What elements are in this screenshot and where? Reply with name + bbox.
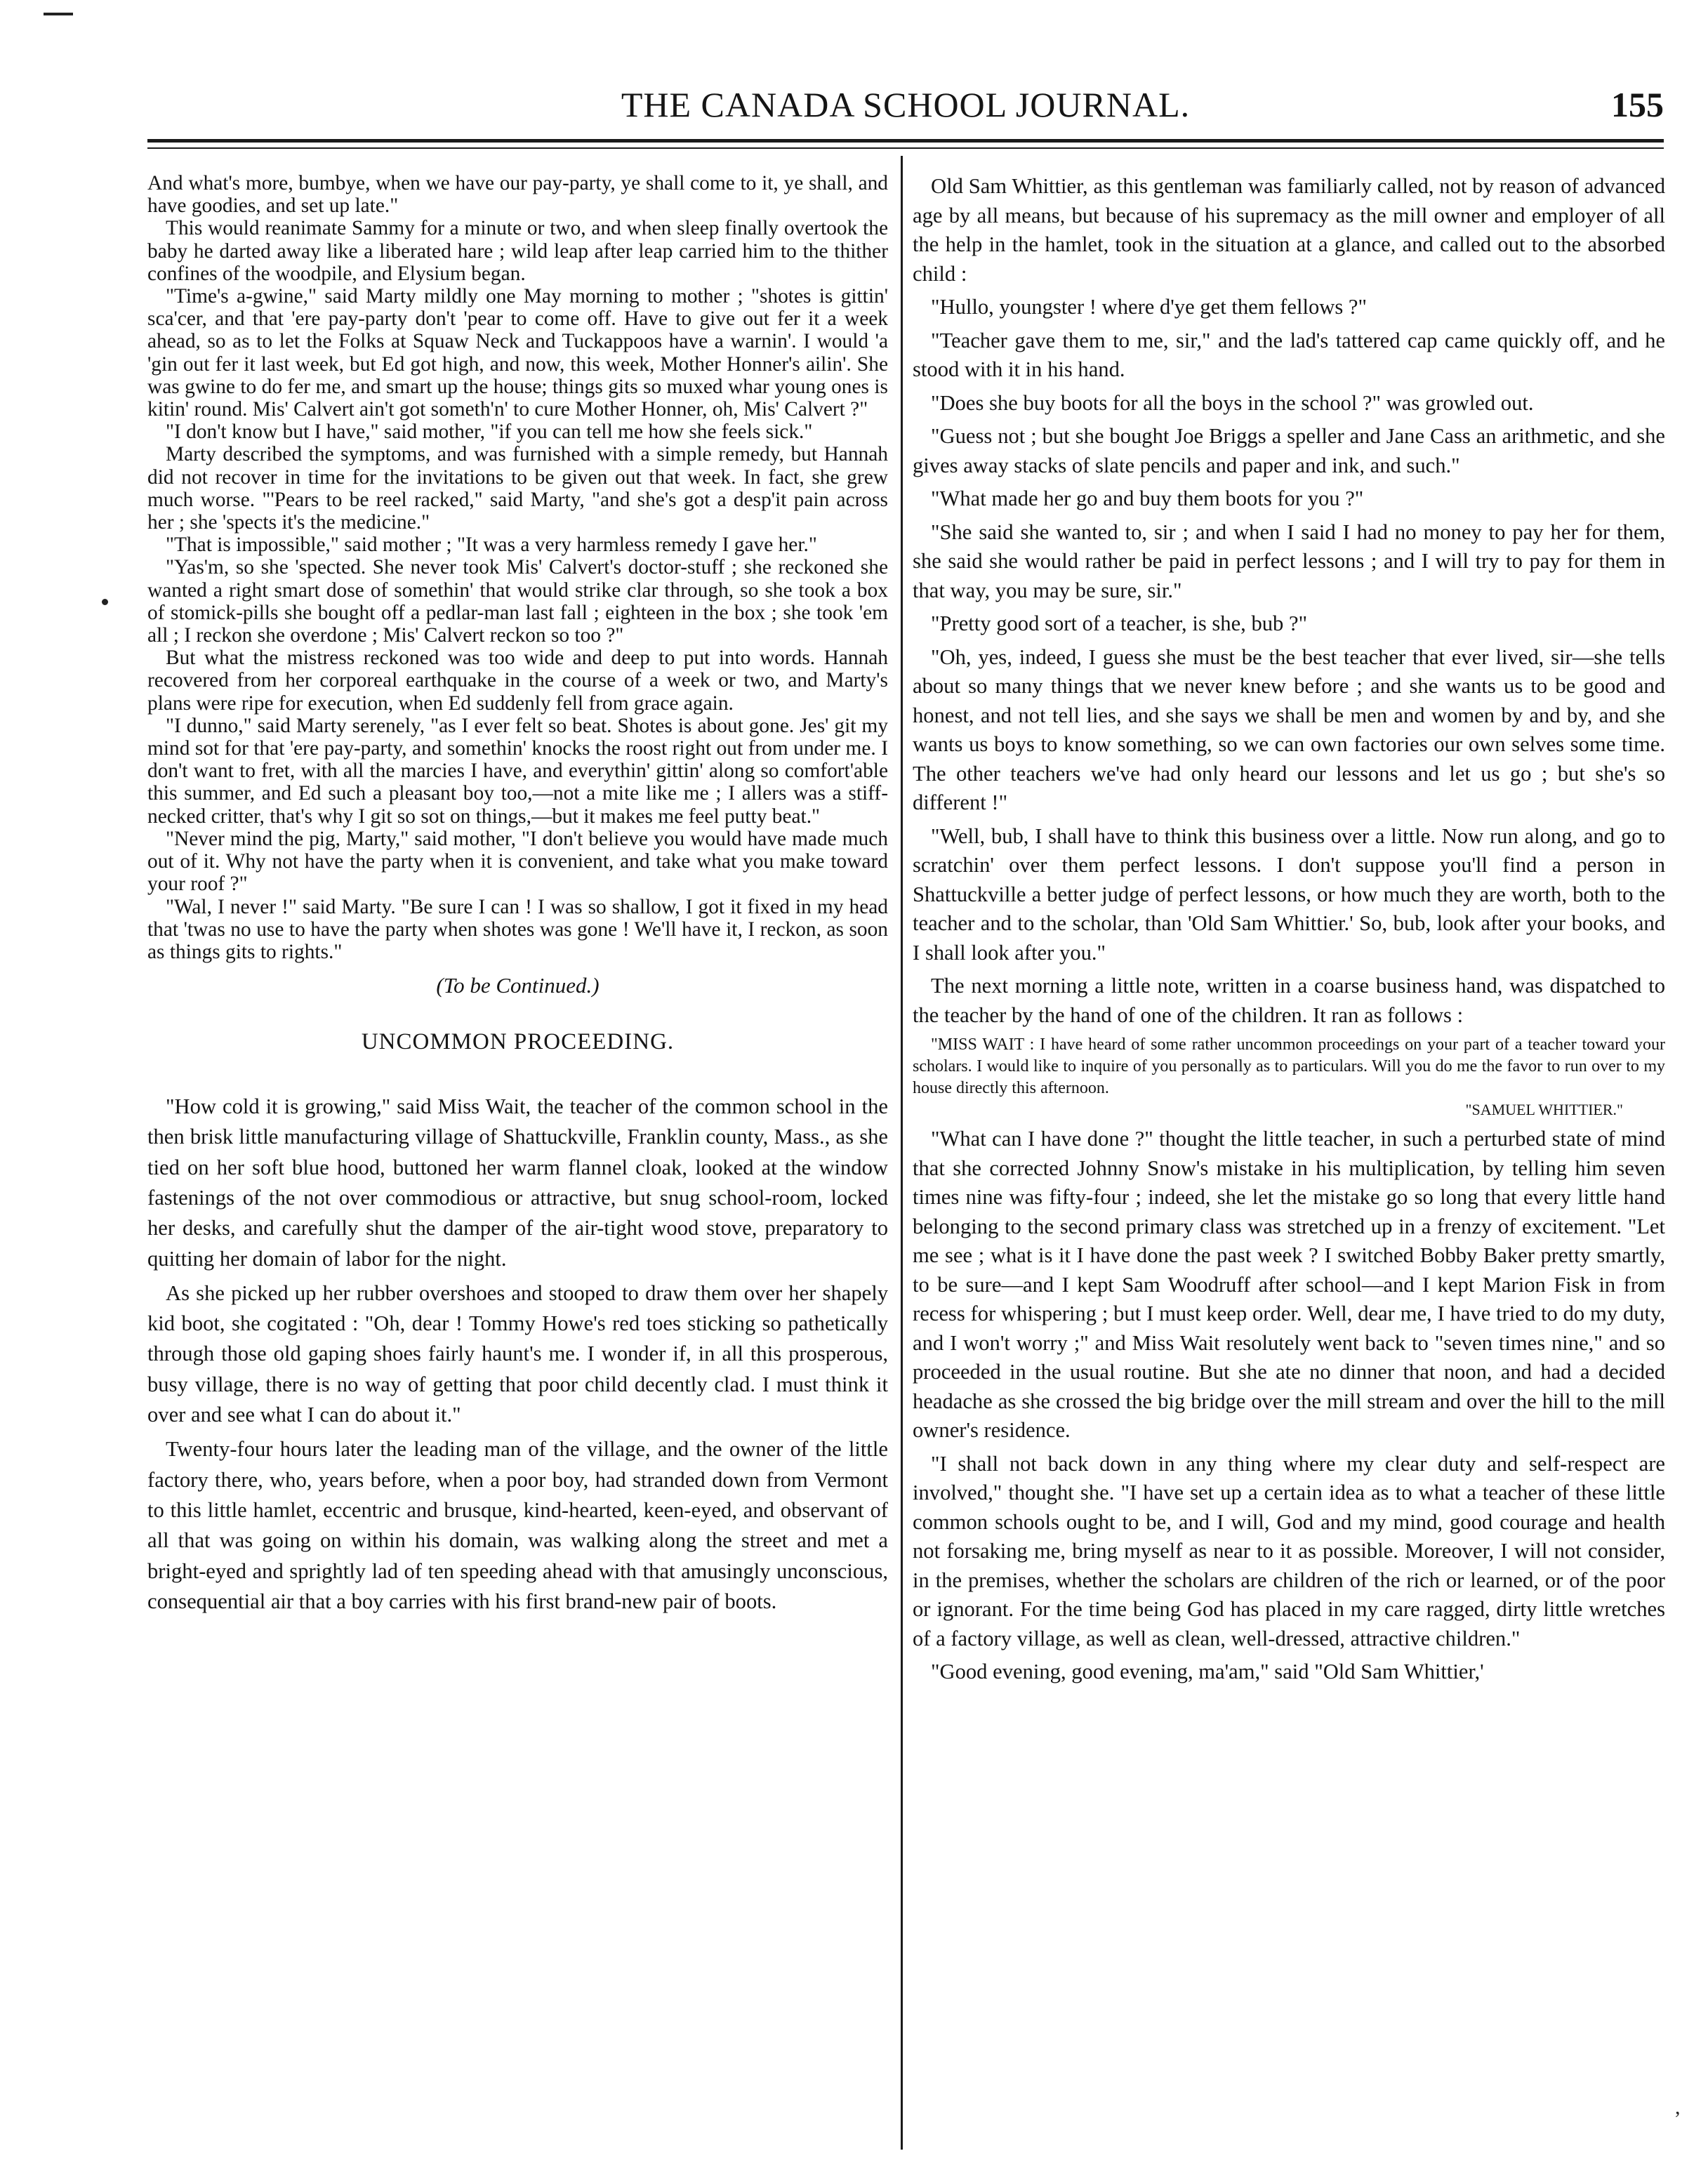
article-paragraph: As she picked up her rubber overshoes and stooped to draw them over her shapely kid boot, she cogitated : "Oh, dear ! Tommy Howe's red toes sticking so pathetically through those old gaping shoes fairly haunt's me. I wonder if, in all this prosperous, busy village, there is no way of getting that poor child decently clad. I must think it over and see what I can do about it." [147, 1280, 888, 1427]
story-paragraph: "Wal, I never !" said Marty. "Be sure I can ! I was so shallow, I got it fixed in my head that 'twas no use to have the party when shotes was gone ! We'll have it, I reckon, as soon as things gits to rights." [147, 895, 888, 963]
story-paragraph: This would reanimate Sammy for a minute or two, and when sleep finally overtook the baby he darted away like a liberated hare ; wild leap after leap carried him to the thither confines of the woodpile, and Elysium began. [147, 217, 888, 285]
to-be-continued-label: (To be Continued.) [436, 973, 600, 998]
article-paragraph: "Pretty good sort of a teacher, is she, bub ?" [931, 611, 1308, 635]
story-paragraph: "That is impossible," said mother ; "It was a very harmless remedy I gave her." [166, 534, 817, 557]
note-signature: "SAMUEL WHITTIER." [1465, 1101, 1623, 1118]
corner-mark [44, 13, 73, 15]
article-paragraph: "Good evening, good evening, ma'am," said "Old Sam Whittier,' [931, 1660, 1484, 1683]
article-paragraph: "Oh, yes, indeed, I guess she must be the best teacher that ever lived, sir—she tells about so many things that we never knew before ; and she wants us to be good and honest, and not tell lies, and she says we shall be men and women by and by, and she wants us boys to know something, so we can own factories our own selves some time. The other teachers we've had only heard our lessons and let us go ; but she's so different !" [913, 644, 1665, 814]
header-rule-thick [147, 139, 1664, 143]
article-paragraph: "Well, bub, I shall have to think this business over a little. Now run along, and go to scratchin' over them perfect lessons. I don't suppose you'll find a person in Shattuckville a better judge of perfect lessons, or how much they are worth, both to the teacher and to the scholar, than 'Old Sam Whittier.' So, bub, look after your books, and I shall look after you." [913, 823, 1665, 965]
article-paragraph: "She said she wanted to, sir ; and when I said I had no money to pay her for them, she said she would rather be paid in perfect lessons ; and I will try to pay for them in that way, you may be sure, sir." [913, 519, 1665, 602]
story-paragraph: "I dunno," said Marty serenely, "as I ever felt so beat. Shotes is about gone. Jes' git my mind sot for that 'ere pay-party, and somethin' knocks the roost right out from under me. I don't want to fret, with all the marcies I have, and everythin' gittin' along so comfort'able this summer, and Ed such a pleasant boy too,—not a mite like me ; I allers was a stiff-necked critter, that's why I git so sot on things,—but it makes me feel putty beat." [147, 714, 888, 828]
story-paragraph: Marty described the symptoms, and was furnished with a simple remedy, but Hannah did not recover in time for the invitations to be given out that week. In fact, she grew much worse. "'Pears to be reel racked," said Marty, "and she's got a desp'it pain across her ; she 'spects it's the medicine." [147, 443, 888, 534]
note-text: "MISS WAIT : I have heard of some rather uncommon proceedings on your part of a teacher toward your scholars. I would like to inquire of you personally as to particulars. Will you do me the favor to run over to my house directly this afternoon. [913, 1035, 1665, 1097]
article-paragraph: "Hullo, youngster ! where d'ye get them fellows ?" [931, 295, 1367, 319]
article-paragraph: "What made her go and buy them boots for you ?" [931, 487, 1364, 510]
article-paragraph: "What can I have done ?" thought the little teacher, in such a perturbed state of mind that she corrected Johnny Snow's mistake in his multiplication, by telling him seven times nine was fifty-four ; indeed, she let the mistake go so long that every little hand belonging to the second primary class was stretched up in a frenzy of excitement. "Let me see ; what is it I have done the past week ? I switched Bobby Baker pretty smartly, to be sure—and I kept Sam Woodruff after school—and I kept Marion Fisk in from recess for whispering ; but I must keep order. Well, dear me, I have tried to do my duty, and I won't worry ;" and Miss Wait resolutely went back to "seven times nine," and so proceeded in the usual routine. But she ate no dinner that noon, and had a decided headache as she crossed the big bridge over the mill stream and over the hill to the mill owner's residence. [913, 1127, 1665, 1442]
page-number: 155 [1611, 85, 1664, 124]
article-paragraph: The next morning a little note, written in a coarse business hand, was dispatched to the teacher by the hand of one of the children. It ran as follows : [913, 974, 1665, 1027]
story-paragraph: "I don't know but I have," said mother, "if you can tell me how she feels sick." [166, 421, 813, 444]
quoted-note [913, 1034, 1665, 1120]
story-paragraph: But what the mistress reckoned was too wide and deep to put into words. Hannah recovered from her corporeal earthquake in the course of a week or two, and Marty's plans were ripe for execution, when Ed suddenly fell from grace again. [147, 647, 888, 715]
article-body [147, 1092, 888, 1617]
header-rule-thin [147, 147, 1664, 149]
column-divider [901, 156, 903, 2150]
article-paragraph: "Guess not ; but she bought Joe Briggs a speller and Jane Cass an arithmetic, and she gives away stacks of slate pencils and paper and ink, and such." [913, 424, 1665, 477]
article-paragraph: "I shall not back down in any thing where my clear duty and self-respect are involved," thought she. "I have set up a certain idea as to what a teacher of these little common schools ought to be, and I will, God and my mind, good courage and health not forsaking me, bring myself as near to it as possible. Moreover, I will not consider, in the premises, whether the scholars are children of the rich or learned, or of the poor or ignorant. For the time being God has placed in my care ragged, dirty little wretches of a factory village, as well as clean, well-dressed, attractive children." [913, 1451, 1665, 1650]
section-title: UNCOMMON PROCEEDING. [361, 1029, 675, 1055]
journal-title: THE CANADA SCHOOL JOURNAL. [621, 85, 1191, 124]
story-paragraph: "Yas'm, so she 'spected. She never took Mis' Calvert's doctor-stuff ; she reckoned she wanted a right smart dose of somethin' that would strike clar through, so she took a box of stomick-pills she bought off a pedlar-man last fall ; eighteen in the box ; she took 'em all ; I reckon she overdone ; Mis' Calvert reckon so too ?" [147, 556, 888, 647]
article-paragraph: "Does she buy boots for all the boys in the school ?" was growled out. [931, 390, 1534, 415]
story-paragraph: "Never mind the pig, Marty," said mother, "I don't believe you would have made much out of it. Why not have the party when it is convenient, and take what you make toward your roof ?" [147, 827, 888, 896]
article-paragraph: Twenty-four hours later the leading man of the village, and the owner of the little factory there, who, years before, when a poor boy, had stranded down from Vermont to this little hamlet, eccentric and brusque, kind-hearted, keen-eyed, and observant of all that was going on within his domain, was walking along the street and met a bright-eyed and sprightly lad of ten speeding ahead with that amusingly unconscious, consequential air that a boy carries with his first brand-new pair of boots. [147, 1437, 888, 1613]
story-paragraph: "Time's a-gwine," said Marty mildly one May morning to mother ; "shotes is gittin' sca'cer, and that 'ere pay-party don't 'pear to come off. Have to give out fer it a week ahead, so as to let the Folks at Squaw Neck and Tuckappoos have a warnin'. I would 'a 'gin out fer it last week, but Ed got high, and now, this week, Mother Honner's ailin'. She was gwine to do fer me, and smart up the house; things gits so muxed whar young ones is kitin' round. Mis' Calvert ain't got someth'n' to cure Mother Honner, oh, Mis' Calvert ?" [147, 285, 888, 421]
margin-bullet-mark [102, 599, 108, 605]
right-column [913, 172, 1665, 1691]
article-paragraph: "Teacher gave them to me, sir," and the lad's tattered cap came quickly off, and he stood with it in his hand. [913, 328, 1665, 381]
story-continuation [147, 172, 888, 963]
story-paragraph: And what's more, bumbye, when we have our pay-party, ye shall come to it, ye shall, and have goodies, and set up late." [147, 172, 888, 218]
margin-comma-mark: , [1675, 2096, 1681, 2119]
running-head [147, 84, 1664, 133]
article-paragraph: Old Sam Whittier, as this gentleman was familiarly called, not by reason of advanced age by all means, but because of his supremacy as the mill owner and employer of all the help in the hamlet, took in the situation at a glance, and called out to the absorbed child : [913, 174, 1665, 286]
left-column [147, 172, 888, 1617]
article-paragraph: "How cold it is growing," said Miss Wait, the teacher of the common school in the then brisk little manufacturing village of Shattuckville, Franklin county, Mass., as she tied on her soft blue hood, buttoned her warm flannel cloak, looked at the window fastenings of the not over commodious or attractive, but snug school-room, locked her desks, and carefully shut the damper of the air-tight wood stove, preparatory to quitting her domain of labor for the night. [147, 1094, 888, 1271]
